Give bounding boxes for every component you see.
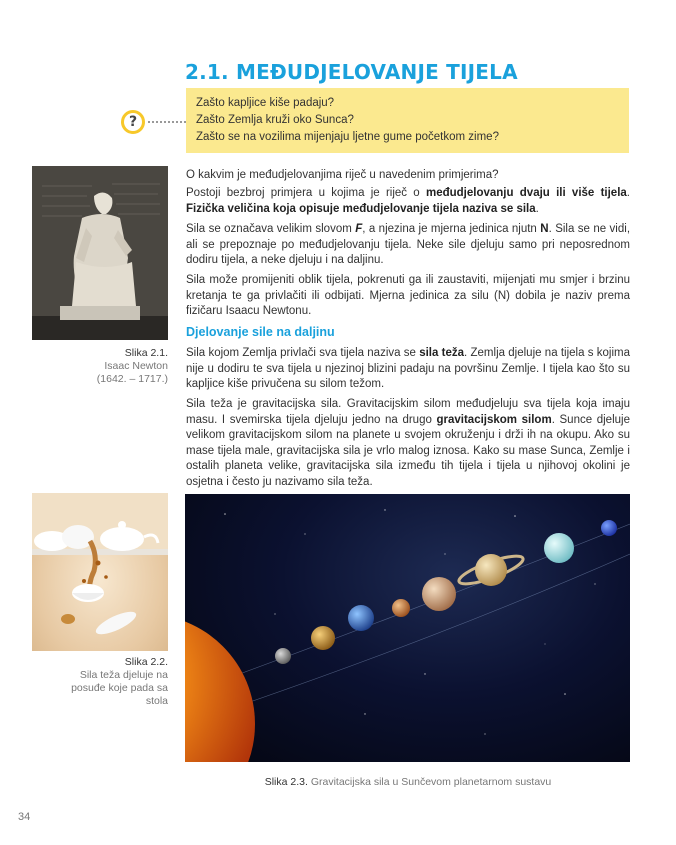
- text-run: . Sila se ne vidi, ali se prepoznaje po međudjelovanju tijela. Neke sile djeluju samo pri neposrednom dodiru tijela, a neke djeluju i na daljinu.: [186, 223, 631, 266]
- falling-dishes-image: [32, 493, 168, 651]
- figure-2-1-caption: [48, 347, 168, 386]
- solar-system-photo: [185, 494, 630, 762]
- text-run: . Zemlja djeluje na tijela s kojima nije u dodiru te sva tijela u njezinoj blizini padaju na površinu Zemlje. I tijela kao što su kapljice kiše privučena su silom težom.: [186, 347, 631, 390]
- paragraph-gravitational-force: [186, 397, 630, 490]
- text-run: , a njezina je mjerna jedinica njutn: [362, 223, 541, 235]
- question-1: Zašto kapljice kiše padaju?: [196, 97, 335, 109]
- figure-label: Slika 2.3.: [264, 776, 308, 788]
- question-3: Zašto se na vozilima mijenjaju ljetne gume početkom zime?: [196, 131, 499, 143]
- falling-dishes-photo: [32, 493, 168, 651]
- paragraph-symbol: [186, 222, 630, 269]
- paragraph-definition: [186, 186, 630, 217]
- paragraph-effects: Sila može promijeniti oblik tijela, pokrenuti ga ili zaustaviti, mijenjati mu smjer i brzinu kretanja te ga privlačiti ili odbijati. Mjerna jedinica za silu (N) dobila je naziv prema fizičaru Isaacu Newtonu.: [186, 274, 630, 317]
- sun-icon: [185, 614, 255, 762]
- figure-2-2-caption: [48, 656, 168, 708]
- bold-term: sila teža: [419, 347, 465, 359]
- caption-line: Sila teža djeluje na: [79, 669, 168, 681]
- bold-term: gravitacijskom silom: [436, 413, 552, 426]
- bold-definition: Fizička veličina koja opisuje međudjelovanje tijela naziva se sila: [186, 202, 536, 215]
- page-number: 34: [18, 811, 31, 823]
- page-title: 2.1. MEĐUDJELOVANJE TIJELA: [185, 60, 518, 84]
- bold-term: međudjelovanju dvaju ili više tijela: [425, 187, 627, 199]
- caption-line: posuđe koje pada sa: [71, 682, 168, 694]
- question-mark-icon: ?: [121, 110, 145, 134]
- text-run: Sila kojom Zemlja privlači sva tijela naziva se: [186, 347, 420, 359]
- questions-box: [186, 88, 629, 153]
- caption-line: stola: [145, 695, 168, 707]
- paragraph-gravity: [186, 346, 630, 393]
- paragraph-intro: O kakvim je međudjelovanjima riječ u navedenim primjerima?: [186, 169, 499, 181]
- newton-statue-image: [32, 166, 168, 340]
- dotted-connector: [148, 121, 186, 123]
- caption-line: (1642. – 1717.): [96, 373, 168, 385]
- text-run: . Sunce djeluje velikom gravitacijskom silom na planete u svojem okruženju i drži ih na okupu. Ako su mase tijela male, gravitacijska sila je vrlo malog iznosa. Kako su mase Sunca, Zemlje i ostalih planeta velike, gravitacijska sila između tih tijela i tijela u njihovoj okolini je osjetna i često ju nazivamo sila teža.: [186, 413, 630, 488]
- figure-2-3-caption: [186, 776, 630, 788]
- text-run: Sila teža je gravitacijska sila. Gravitacijskim silom međudjeluju sva tijela koja imaju masu. I svemirska tijela djeluju jedno na drugo: [186, 398, 630, 426]
- figure-label: Slika 2.1.: [124, 347, 168, 359]
- caption-text: Gravitacijska sila u Sunčevom planetarnom sustavu: [307, 776, 552, 788]
- text-run: .: [535, 202, 539, 215]
- caption-line: Isaac Newton: [104, 360, 168, 372]
- text-run: Sila se označava velikim slovom: [186, 223, 356, 235]
- text-run: .: [626, 187, 630, 199]
- symbol-f: F: [355, 223, 363, 235]
- question-2: Zašto Zemlja kruži oko Sunca?: [196, 114, 354, 126]
- solar-system-image: [185, 494, 630, 762]
- newton-statue-photo: [32, 166, 168, 340]
- section-subheading: Djelovanje sile na daljinu: [186, 325, 335, 339]
- figure-label: Slika 2.2.: [124, 656, 168, 668]
- unit-symbol: N: [540, 223, 549, 235]
- text-run: Postoji bezbroj primjera u kojima je riječ o: [186, 187, 426, 199]
